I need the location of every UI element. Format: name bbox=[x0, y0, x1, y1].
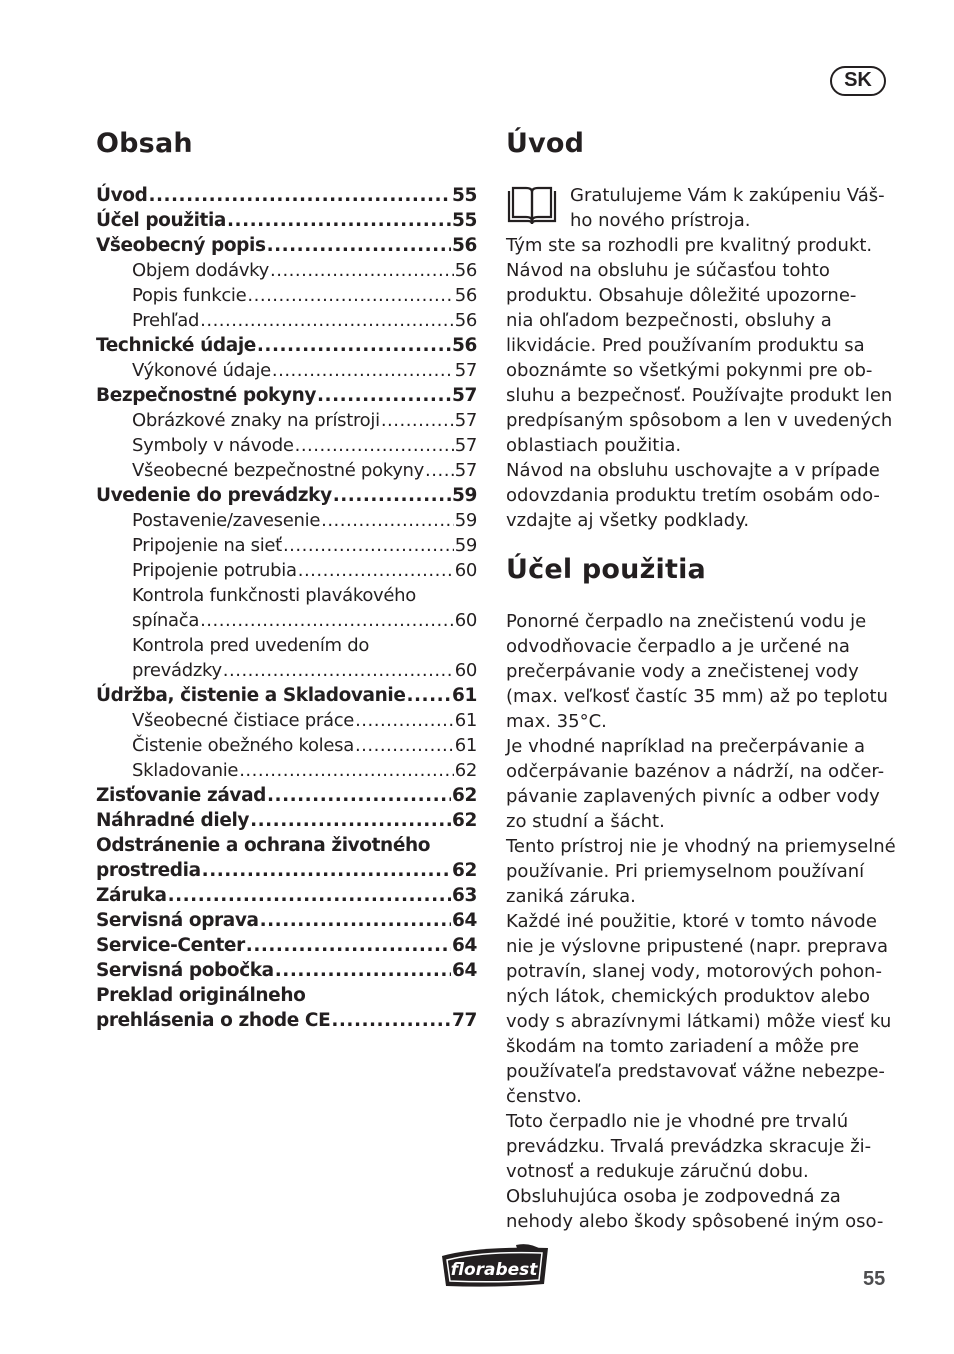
purpose-line: Každé iné použitie, ktoré v tomto návode bbox=[506, 911, 877, 932]
toc-leader-dots bbox=[407, 683, 452, 708]
toc-entry bbox=[96, 758, 477, 783]
toc-entry-label: Všeobecné čistiace práce bbox=[132, 710, 355, 731]
toc-leader-dots bbox=[200, 608, 454, 633]
intro-line: sluhu a bezpečnosť. Používajte produkt len bbox=[506, 385, 893, 406]
toc-entry bbox=[96, 783, 477, 808]
toc-leader-dots bbox=[202, 858, 451, 883]
toc-leader-dots bbox=[317, 383, 451, 408]
toc-leader-dots bbox=[381, 408, 454, 433]
toc-entry-page: 62 bbox=[452, 785, 477, 806]
toc-leader-dots bbox=[260, 908, 451, 933]
intro-line: likvidácie. Pred používaním produktu sa bbox=[506, 335, 865, 356]
purpose-line: odvodňovacie čerpadlo a je určené na bbox=[506, 636, 850, 657]
purpose-line: ných látok, chemických produktov alebo bbox=[506, 986, 871, 1007]
toc-entry bbox=[96, 208, 477, 233]
toc-entry-page: 64 bbox=[452, 910, 477, 931]
purpose-line: prevádzku. Trvalá prevádzka skracuje ži- bbox=[506, 1136, 872, 1157]
toc-entry-label: Skladovanie bbox=[132, 760, 239, 781]
toc-leader-dots bbox=[270, 258, 454, 283]
purpose-heading: Účel použitia bbox=[506, 554, 706, 585]
toc-entry bbox=[96, 608, 477, 633]
table-of-contents bbox=[96, 183, 477, 1033]
intro-heading: Úvod bbox=[506, 128, 585, 159]
purpose-line: škodám na tomto zariadení a môže pre bbox=[506, 1036, 860, 1057]
toc-leader-dots bbox=[223, 658, 454, 683]
page-number: 55 bbox=[863, 1268, 886, 1290]
florabest-logo bbox=[438, 1244, 552, 1289]
toc-entry-label: Service-Center bbox=[96, 935, 245, 956]
purpose-line: čenstvo. bbox=[506, 1086, 582, 1107]
toc-title: Obsah bbox=[96, 128, 193, 159]
toc-leader-dots bbox=[246, 933, 451, 958]
toc-entry-page: 55 bbox=[452, 185, 477, 206]
toc-entry-page: 59 bbox=[454, 510, 477, 531]
toc-entry-label: Kontrola pred uvedením do bbox=[132, 635, 370, 656]
toc-entry-page: 57 bbox=[454, 360, 477, 381]
intro-line: oboznámte so všetkými pokynmi pre ob- bbox=[506, 360, 873, 381]
toc-entry bbox=[96, 383, 477, 408]
toc-entry bbox=[96, 308, 477, 333]
toc-entry-page: 63 bbox=[452, 885, 477, 906]
toc-entry-label: Preklad originálneho bbox=[96, 985, 306, 1006]
toc-entry-label: Všeobecný popis bbox=[96, 235, 266, 256]
toc-leader-dots bbox=[247, 283, 453, 308]
toc-entry bbox=[96, 908, 477, 933]
toc-leader-dots bbox=[148, 183, 451, 208]
toc-leader-dots bbox=[321, 508, 454, 533]
toc-entry-page: 55 bbox=[452, 210, 477, 231]
toc-leader-dots bbox=[355, 733, 454, 758]
toc-entry-page: 57 bbox=[452, 385, 477, 406]
purpose-line: nie je výslovne pripustené (napr. preprava bbox=[506, 936, 889, 957]
toc-entry-page: 60 bbox=[454, 560, 477, 581]
toc-entry-page: 57 bbox=[454, 410, 477, 431]
toc-entry bbox=[96, 458, 477, 483]
toc-entry bbox=[96, 733, 477, 758]
purpose-line: odčerpávanie bazénov a nádrží, na odčer- bbox=[506, 761, 885, 782]
toc-entry-page: 77 bbox=[452, 1010, 477, 1031]
toc-entry bbox=[96, 508, 477, 533]
toc-entry bbox=[96, 858, 477, 883]
toc-entry bbox=[96, 333, 477, 358]
toc-entry bbox=[96, 933, 477, 958]
toc-entry bbox=[96, 658, 477, 683]
toc-leader-dots bbox=[239, 758, 454, 783]
toc-entry bbox=[96, 708, 477, 733]
purpose-line: používateľa predstavovať vážne nebezpe- bbox=[506, 1061, 885, 1082]
purpose-line: Ponorné čerpadlo na znečistenú vodu je bbox=[506, 611, 867, 632]
toc-entry-label: Náhradné diely bbox=[96, 810, 250, 831]
toc-entry-page: 56 bbox=[454, 310, 477, 331]
toc-leader-dots bbox=[298, 558, 454, 583]
language-badge: SK bbox=[830, 66, 886, 96]
toc-entry-page: 56 bbox=[454, 285, 477, 306]
toc-entry-page: 59 bbox=[452, 485, 477, 506]
toc-entry bbox=[96, 533, 477, 558]
toc-entry bbox=[96, 433, 477, 458]
toc-entry bbox=[96, 1008, 477, 1033]
purpose-line: Tento prístroj nie je vhodný na priemyselné bbox=[506, 836, 896, 857]
toc-entry-label: Popis funkcie bbox=[132, 285, 247, 306]
toc-entry-label: Účel použitia bbox=[96, 210, 227, 231]
toc-entry-label: Všeobecné bezpečnostné pokyny bbox=[132, 460, 425, 481]
intro-line: Návod na obsluhu uschovajte a v prípade bbox=[506, 460, 880, 481]
toc-entry-label: Čistenie obežného kolesa bbox=[132, 735, 354, 756]
toc-entry-label: Bezpečnostné pokyny bbox=[96, 385, 317, 406]
toc-entry-label: spínača bbox=[132, 610, 200, 631]
toc-entry bbox=[96, 883, 477, 908]
purpose-line: votnosť a redukuje záručnú dobu. bbox=[506, 1161, 809, 1182]
toc-leader-dots bbox=[333, 483, 451, 508]
toc-entry-label: Zisťovanie závad bbox=[96, 785, 267, 806]
purpose-line: zaniká záruka. bbox=[506, 886, 636, 907]
toc-entry-page: 62 bbox=[452, 860, 477, 881]
toc-entry-page: 59 bbox=[454, 535, 477, 556]
toc-entry bbox=[96, 683, 477, 708]
toc-entry-label: Servisná pobočka bbox=[96, 960, 274, 981]
toc-entry-label: prevádzky bbox=[132, 660, 222, 681]
toc-entry bbox=[96, 558, 477, 583]
toc-entry-label: Uvedenie do prevádzky bbox=[96, 485, 332, 506]
intro-line: odovzdania produktu tretím osobám odo- bbox=[506, 485, 880, 506]
toc-leader-dots bbox=[425, 458, 454, 483]
toc-entry-label: Odstránenie a ochrana životného bbox=[96, 835, 431, 856]
purpose-line: zo studní a šácht. bbox=[506, 811, 665, 832]
toc-entry-label: Úvod bbox=[96, 185, 148, 206]
toc-entry bbox=[96, 283, 477, 308]
purpose-line: max. 35°C. bbox=[506, 711, 607, 732]
toc-leader-dots bbox=[331, 1008, 451, 1033]
purpose-line: Toto čerpadlo nie je vhodné pre trvalú bbox=[506, 1111, 849, 1132]
toc-entry-label: Záruka bbox=[96, 885, 167, 906]
toc-entry-label: prehlásenia o zhode CE bbox=[96, 1010, 331, 1031]
purpose-line: prečerpávanie vody a znečistenej vody bbox=[506, 661, 859, 682]
intro-line: Gratulujeme Vám k zakúpeniu Váš- bbox=[570, 185, 885, 206]
purpose-line: pávanie zaplavených pivníc a odber vody bbox=[506, 786, 880, 807]
toc-leader-dots bbox=[200, 308, 454, 333]
toc-entry-page: 62 bbox=[452, 810, 477, 831]
toc-entry-page: 60 bbox=[454, 660, 477, 681]
toc-entry bbox=[96, 408, 477, 433]
toc-leader-dots bbox=[283, 533, 454, 558]
toc-entry bbox=[96, 258, 477, 283]
purpose-line: Je vhodné napríklad na prečerpávanie a bbox=[506, 736, 866, 757]
toc-leader-dots bbox=[168, 883, 451, 908]
intro-line: nia ohľadom bezpečnosti, obsluhy a bbox=[506, 310, 832, 331]
toc-entry-page: 56 bbox=[454, 260, 477, 281]
toc-entry-page: 57 bbox=[454, 460, 477, 481]
toc-entry bbox=[96, 983, 477, 1008]
intro-line: Tým ste sa rozhodli pre kvalitný produkt. bbox=[506, 235, 873, 256]
toc-leader-dots bbox=[267, 783, 451, 808]
toc-entry bbox=[96, 808, 477, 833]
toc-entry-page: 56 bbox=[452, 235, 477, 256]
toc-entry-label: Obrázkové znaky na prístroji bbox=[132, 410, 380, 431]
toc-entry bbox=[96, 358, 477, 383]
purpose-line: používanie. Pri priemyselnom používaní bbox=[506, 861, 865, 882]
intro-line: ho nového prístroja. bbox=[570, 210, 751, 231]
toc-leader-dots bbox=[272, 358, 454, 383]
toc-leader-dots bbox=[257, 333, 451, 358]
toc-entry-page: 57 bbox=[454, 435, 477, 456]
toc-entry bbox=[96, 233, 477, 258]
toc-entry-page: 56 bbox=[452, 335, 477, 356]
book-icon bbox=[506, 186, 558, 226]
purpose-text bbox=[506, 609, 896, 1234]
toc-leader-dots bbox=[295, 433, 454, 458]
toc-entry bbox=[96, 633, 477, 658]
toc-entry-label: Objem dodávky bbox=[132, 260, 270, 281]
logo-text: florabest bbox=[450, 1260, 538, 1280]
toc-entry bbox=[96, 183, 477, 208]
toc-leader-dots bbox=[355, 708, 454, 733]
toc-entry-label: Technické údaje bbox=[96, 335, 256, 356]
toc-entry-label: Výkonové údaje bbox=[132, 360, 271, 381]
toc-entry-page: 64 bbox=[452, 935, 477, 956]
toc-leader-dots bbox=[267, 233, 451, 258]
toc-entry-label: Prehľad bbox=[132, 310, 200, 331]
toc-entry-page: 61 bbox=[454, 710, 477, 731]
toc-entry-label: prostredia bbox=[96, 860, 201, 881]
purpose-line: Obsluhujúca osoba je zodpovedná za bbox=[506, 1186, 841, 1207]
toc-entry bbox=[96, 833, 477, 858]
toc-leader-dots bbox=[227, 208, 451, 233]
toc-entry-label: Symboly v návode bbox=[132, 435, 294, 456]
toc-entry-label: Servisná oprava bbox=[96, 910, 259, 931]
toc-entry-page: 60 bbox=[454, 610, 477, 631]
toc-entry bbox=[96, 958, 477, 983]
toc-entry-page: 62 bbox=[454, 760, 477, 781]
intro-line: predpísaným spôsobom a len v uvedených bbox=[506, 410, 893, 431]
toc-entry bbox=[96, 483, 477, 508]
toc-entry bbox=[96, 583, 477, 608]
toc-entry-page: 64 bbox=[452, 960, 477, 981]
intro-line: Návod na obsluhu je súčasťou tohto bbox=[506, 260, 830, 281]
purpose-line: nehody alebo škody spôsobené iným oso- bbox=[506, 1211, 884, 1232]
toc-entry-label: Údržba, čistenie a Skladovanie bbox=[96, 685, 406, 706]
toc-entry-label: Postavenie/zavesenie bbox=[132, 510, 321, 531]
intro-line: produktu. Obsahuje dôležité upozorne- bbox=[506, 285, 857, 306]
intro-section bbox=[506, 183, 896, 533]
toc-leader-dots bbox=[250, 808, 451, 833]
toc-entry-page: 61 bbox=[454, 735, 477, 756]
intro-line: vzdajte aj všetky podklady. bbox=[506, 510, 750, 531]
intro-line: oblastiach použitia. bbox=[506, 435, 682, 456]
toc-leader-dots bbox=[275, 958, 451, 983]
purpose-line: (max. veľkosť častíc 35 mm) až po teplotu bbox=[506, 686, 888, 707]
toc-entry-label: Pripojenie na sieť bbox=[132, 535, 282, 556]
toc-entry-page: 61 bbox=[452, 685, 477, 706]
purpose-line: potravín, slanej vody, motorových pohon- bbox=[506, 961, 882, 982]
purpose-line: vody s abrazívnymi látkami) môže viesť ku bbox=[506, 1011, 892, 1032]
toc-entry-label: Pripojenie potrubia bbox=[132, 560, 297, 581]
toc-entry-label: Kontrola funkčnosti plavákového bbox=[132, 585, 416, 606]
intro-text bbox=[506, 183, 896, 533]
